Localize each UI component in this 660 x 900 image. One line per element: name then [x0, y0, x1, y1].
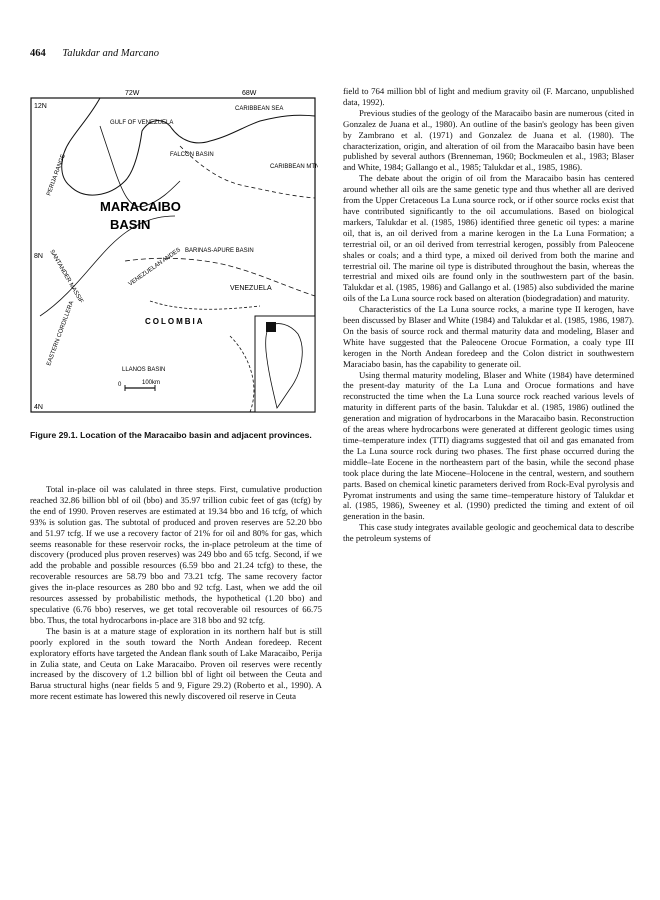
- lake-outline: [100, 126, 180, 207]
- label-perija: PERIJA RANGE: [46, 153, 67, 197]
- lat-label-12n: 12N: [34, 103, 47, 110]
- scale-100km: 100km: [142, 380, 161, 386]
- colombia-border: [150, 301, 260, 309]
- figure-caption: [30, 430, 322, 441]
- label-caribbean-mtn: CARIBBEAN MTN: [270, 164, 318, 170]
- label-colombia: COLOMBIA: [145, 317, 205, 326]
- label-venezuela: VENEZUELA: [230, 285, 272, 292]
- label-caribbean-sea: CARIBBEAN SEA: [235, 106, 284, 112]
- label-eastern-cordillera: EASTERN CORDILLERA: [46, 300, 76, 367]
- location-map-figure: [30, 86, 318, 414]
- paragraph: Characteristics of the La Luna source rocks, a marine type II kerogen, have been discussed by Blaser and White (1984) and Talukdar et al. (1985, 1986, 1987). On the basis of source rock and thermal maturity data and modeling, Blaser and White have suggested that the Paleocene Orocue Formation, a coaly type III kerogen in the North Andean foredeep and the Colon district in southwestern Maraciabo basin, has the capability to generate oil.: [343, 304, 634, 369]
- paragraph: Previous studies of the geology of the Maracaibo basin are numerous (cited in Gonzalez de Juana et al., 1980). An outline of the basin's geology has been given by Zambrano et al. (1971) and Gonzalez de Juana et al. (1980). The characterization, origin, and alteration of oil from the Maracaibo basin have been published by several authors (Brenneman, 1960; Bockmeulen et al., 1983; Blaser and White, 1984; Gallango et al., 1985; Talukdar et al., 1985, 1986).: [343, 107, 634, 173]
- paragraph: Using thermal maturity modeling, Blaser and White (1984) have determined the present-day maturity of the La Luna and Orocue formations and have reconstructed the time when the La Luna source rock reached various levels of maturity in different parts of the basin. Talukdar et al. (1985, 1986) outlined the generation and migration of hydrocarbons in the Maracaibo basin. Reconstruction of the areas where hydrocarbons were generated at different geologic times using time–temperature index (TTI) diagrams suggested that oil and gas emanated from the La Luna source rock during two phases. The first phase occurred during the middle–late Eocene in the northeastern part of the basin, while the second phase took place during the late Miocene–Holocene in the central, western, and southern parts. Based on chemical kinetic parameters derived from Rock-Eval pyrolysis and Pyromat instruments and using the same time–temperature history of Talukdar et al. (1985, 1986), Sweeney et al. (1990) predicted the timing and extent of oil generation in the basin.: [343, 369, 634, 522]
- label-barinas: BARINAS-APURE BASIN: [185, 248, 254, 254]
- llanos-boundary: [230, 336, 254, 412]
- right-column: [343, 86, 634, 544]
- page-header: [30, 48, 159, 59]
- paragraph: The basin is at a mature stage of exploration in its northern half but is still poorly explored in the south toward the North Andean foredeep. Recent exploratory efforts have targeted the Andean flank south of Lake Maracaibo, Perija in Zulia state, and Ceuta on Lake Maracaibo. Proven oil reserves were recently increased by the discovery of 1.2 billion bbl of light oil between the Ceuta and Barua structural highs (near fields 5 and 9, Figure 29.2) (Roberto et al., 1990). A more recent estimate has lowered this newly discovered oil reserve in Ceuta: [30, 625, 322, 702]
- label-maracaibo: MARACAIBO: [100, 199, 181, 214]
- left-column: [30, 484, 322, 702]
- paragraph: field to 764 million bbl of light and medium gravity oil (F. Marcano, unpublished data, 1992).: [343, 86, 634, 107]
- running-head: Talukdar and Marcano: [62, 48, 160, 59]
- label-falcon: FALCON BASIN: [170, 152, 214, 158]
- paragraph: This case study integrates available geologic and geochemical data to describe the petroleum systems of: [343, 522, 634, 544]
- paragraph: The debate about the origin of oil from the Maracaibo basin has centered around whether all oils are the same genetic type and thus whether all are derived from the Upper Cretaceous La Luna source rock, or if other source rocks exist that have contributed significantly to the oil accumulations. Based on biological markers, Talukdar et al. (1985, 1986) identified three genetic oil types: a marine oil, that is, an oil derived from a marine kerogen in the La Luna Formation; a terrestrial oil, or an oil derived from terrestrial kerogen, possibly from Paleocene shales or coals; and a third type, a mixed oil derived from both the marine and terrestrial oil. The marine oil type is distributed throughout the basin, whereas the terrestrial and mixed oils are found only in the southwestern part of the basin. Talukdar et al. (1985, 1986) and Gallango et al. (1985) also subdivided the marine oils of the La Luna source rock based on alteration (biodegradation) and maturity.: [343, 173, 634, 304]
- page-number: 464: [30, 48, 46, 59]
- label-santander: SANTANDER MASSIF: [48, 249, 84, 305]
- caption-text: Location of the Maracaibo basin and adjacent provinces.: [80, 430, 312, 440]
- label-basin: BASIN: [110, 217, 151, 232]
- label-andes: VENEZUELAN ANDES: [127, 247, 182, 288]
- location-map: [30, 86, 318, 414]
- lat-label-4n: 4N: [34, 404, 43, 411]
- lon-label-72w: 72W: [125, 90, 140, 97]
- lat-label-8n: 8N: [34, 253, 43, 260]
- label-gulf: GULF OF VENEZUELA: [110, 120, 174, 126]
- paragraph: Total in-place oil was calulated in three steps. First, cumulative production reached 32.86 billion bbl of oil (bbo) and 35.97 trillion cubic feet of gas (tcfg) by the end of 1990. Proven reserves are estimated at 19.34 bbo and 16 tcfg, of which 93% is solution gas. The subtotal of produced and proven reserves are 52.20 bbo and 51.97 tcfg. If we use a recovery factor of 21% for oil and 80% for gas, which seems reasonable for these reservoir rocks, the in-place petroleum at the time of discovery (produced plus proven reserves) was 249 bbo and 65 tcfg. Second, if we add the probable and possible resources (6.59 bbo and 21.24 tcfg) to these, the recoverable resources are 58.79 bbo and 73.21 tcfg. The same recovery factor gives the in-place resources as 280 bbo and 92 tcfg. Last, when we add the oil resources assessed by probabilistic methods, the hypothetical (1.20 bbo) and speculative (6.76 bbo) reserves, we get total recoverable oil resources of 66.75 bbo. Thus, the total hydrocarbons in-place are 318 bbo and 92 tcfg.: [30, 484, 322, 625]
- inset-map-frame: [255, 316, 315, 412]
- label-llanos: LLANOS BASIN: [122, 367, 166, 373]
- inset-location-box: [266, 322, 276, 332]
- caption-label: Figure 29.1.: [30, 430, 78, 440]
- lon-label-68w: 68W: [242, 90, 257, 97]
- coastline: [62, 98, 315, 195]
- scale-zero: 0: [118, 382, 122, 388]
